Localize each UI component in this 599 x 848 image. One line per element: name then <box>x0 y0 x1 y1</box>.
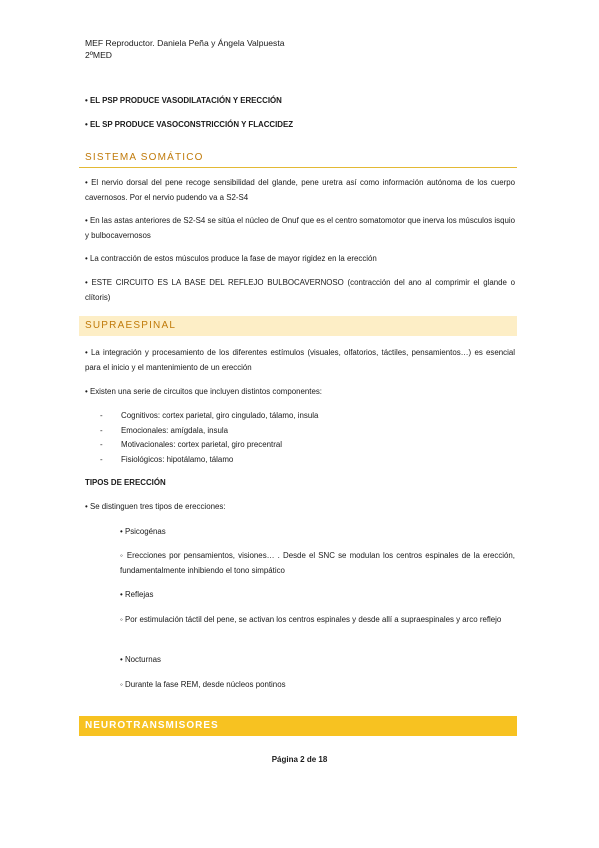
list-dash: - <box>100 440 103 449</box>
psicogenas-description: ◦ Erecciones por pensamientos, visiones… . Desde el SNC se modulan los centros espinales de la erección, fundamentalmente inhibiendo el tono simpático <box>120 551 515 575</box>
page-header <box>85 37 285 61</box>
list-item <box>100 424 480 439</box>
supraespinal-paragraph-2: • Existen una serie de circuitos que incluyen distintos componentes: <box>85 387 322 396</box>
psicogenas-title: • Psicogénas <box>120 527 166 536</box>
list-dash: - <box>100 425 103 435</box>
somatico-paragraph-3: • La contracción de estos músculos produce la fase de mayor rigidez en la erección <box>85 254 377 263</box>
section-heading-somatico: SISTEMA SOMÁTICO <box>79 148 517 168</box>
list-item-text: Fisiológicos: hipotálamo, tálamo <box>121 454 234 464</box>
page-number: Página 2 de 18 <box>271 755 328 764</box>
list-item <box>100 409 480 424</box>
nocturnas-description: ◦ Durante la fase REM, desde núcleos pontinos <box>120 680 286 689</box>
somatico-paragraph-1: • El nervio dorsal del pene recoge sensibilidad del glande, pene uretra así como información autónoma de los cuerpo cavernosos. Por el nervio pudendo va a S2-S4 <box>85 178 515 202</box>
reflex-detail-text: (contracción del ano al comprimir el glande o clítoris) <box>85 278 515 302</box>
circuit-components-list <box>100 409 480 467</box>
section-heading-neurotransmisores: NEUROTRANSMISORES <box>79 716 517 736</box>
tipos-heading: TIPOS DE ERECCIÓN <box>85 478 166 487</box>
list-dash: - <box>100 454 103 464</box>
list-item <box>100 453 480 468</box>
reflejas-description: ◦ Por estimulación táctil del pene, se activan los centros espinales y desde allí a supraespinales y arco reflejo <box>120 615 502 624</box>
reflex-bold-text: • ESTE CIRCUITO ES LA BASE DEL REFLEJO BULBOCAVERNOSO <box>85 278 344 287</box>
list-item <box>100 438 480 453</box>
header-title: MEF Reproductor. Daniela Peña y Ángela Valpuesta <box>85 38 285 48</box>
nocturnas-title: • Nocturnas <box>120 655 161 664</box>
supraespinal-paragraph-1: • La integración y procesamiento de los diferentes estímulos (visuales, olfatorios, táctiles, pensamientos…) es esencial para el inicio y el mantenimiento de un erección <box>85 348 515 372</box>
list-item-text: Cognitivos: cortex parietal, giro cingulado, tálamo, insula <box>121 411 319 420</box>
reflejas-title: • Reflejas <box>120 590 154 599</box>
list-item-text: Motivacionales: cortex parietal, giro precentral <box>121 440 282 449</box>
section-heading-supraespinal: SUPRAESPINAL <box>79 316 517 336</box>
somatico-paragraph-4 <box>85 276 515 305</box>
tipos-intro: • Se distinguen tres tipos de erecciones: <box>85 502 226 511</box>
sp-statement: • EL SP PRODUCE VASOCONSTRICCIÓN Y FLACCIDEZ <box>85 120 294 129</box>
list-dash: - <box>100 411 103 420</box>
somatico-paragraph-2: • En las astas anteriores de S2-S4 se sitúa el núcleo de Onuf que es el centro somatomotor que inerva los músculos isquio y bulbocavernosos <box>85 216 515 240</box>
header-subtitle: 2ºMED <box>85 50 113 60</box>
list-item-text: Emocionales: amígdala, insula <box>121 425 229 435</box>
psp-statement: • EL PSP PRODUCE VASODILATACIÓN Y ERECCIÓN <box>85 96 282 105</box>
